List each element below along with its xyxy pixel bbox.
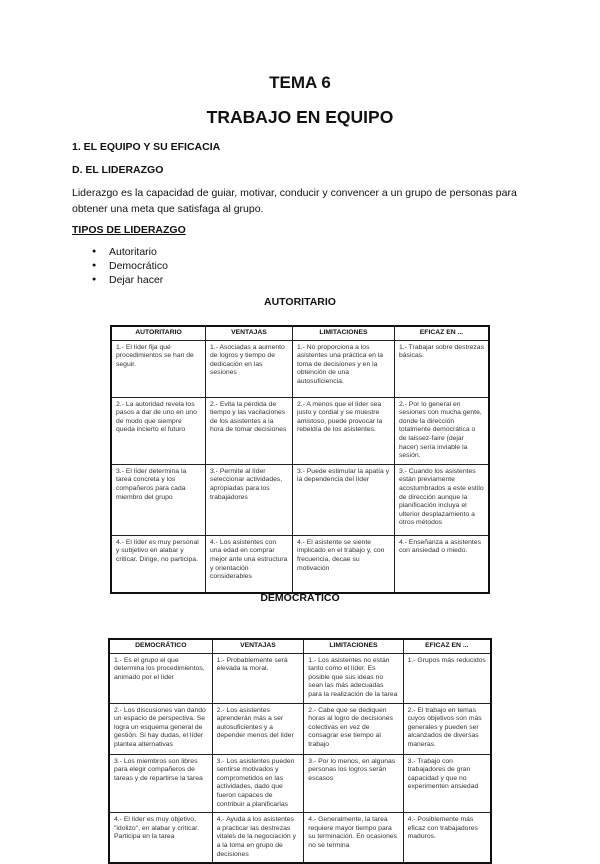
table-cell: 1.- Trabajar sobre destrezas básicas.: [394, 340, 489, 397]
list-item: ● Democrático: [92, 259, 168, 273]
table-cell: 2.- Por lo general en sesiones con mucha gente, donde la dirección totalmente democrática o de laissez-faire (dejar hacer) sería inviable la sesión.: [394, 397, 489, 464]
table-cell: 1.- Probablemente será elevada la moral.: [212, 653, 304, 703]
list-item: ● Dejar hacer: [92, 273, 168, 287]
column-header: LIMITACIONES: [304, 639, 403, 653]
table-cell: 3.- Por lo menos, en algunas personas los logros serán escasos: [304, 754, 403, 813]
table-cell: 1.- Grupos más reducidos: [403, 653, 491, 703]
autoritario-caption: AUTORITARIO: [264, 296, 336, 308]
table-cell: 3.- El líder determina la tarea concreta y los compañeros para cada miembro del grupo: [111, 464, 206, 535]
table-row: [111, 397, 489, 464]
table-cell: 4.- El líder es muy personal y subjetivo en alabar y criticar. Dirige, no participa.: [111, 535, 206, 593]
table-cell: 3.- Los asistentes pueden sentirse motivados y comprometidos en las actividades, dado que fueron capaces de contribuir a planificarlas: [212, 754, 304, 813]
table-row: [109, 813, 491, 863]
table-cell: 2.- Los discusiones van dando un espacio de perspectiva. Se logra un esquema general de gestión. Si hay dudas, el líder plantea alternativas: [109, 703, 212, 754]
document-title: TEMA 6: [269, 73, 331, 92]
table-row: [109, 653, 491, 703]
table-cell: 1.- Es el grupo el que determina los procedimientos, animado por el líder: [109, 653, 212, 703]
democratico-caption: DEMOCRÁTICO: [260, 592, 340, 604]
table-cell: 4.- El líder es muy objetivo, "idolizo", en alabar y criticar. Participa en la tarea: [109, 813, 212, 863]
column-header: EFICAZ EN ...: [403, 639, 491, 653]
table-cell: 1.- Asociadas a aumento de logros y tiempo de dedicación en las sesiones: [206, 340, 293, 397]
table-cell: 3.- Cuando los asistentes están previamente acostumbrados a este estilo de dirección aunque la planificación incluya el ulterior desplazamiento a otros métodos: [394, 464, 489, 535]
table-cell: 4.- Los asistentes con una edad en comprar mejor ante una estructura y orientación considerables: [206, 535, 293, 593]
column-header: LIMITACIONES: [292, 326, 394, 340]
table-cell: 2.- A menos que el líder sea justo y cordial y se muestre amistoso, puede provocar la rebeldía de los asistentes.: [292, 397, 394, 464]
table-cell: 4.- El asistente se siente implicado en el trabajo y, con frecuencia, decae su motivación: [292, 535, 394, 593]
list-item: ● Autoritario: [92, 245, 168, 259]
democratico-table: [108, 638, 492, 864]
table-row: [111, 340, 489, 397]
section-heading-equipo: 1. EL EQUIPO Y SU EFICACIA: [72, 141, 221, 153]
column-header: EFICAZ EN ...: [394, 326, 489, 340]
autoritario-table: [110, 325, 490, 594]
table-cell: 2.- El trabajo en temas cuyos objetivos son más generales y pueden ser alcanzados de diversas maneras.: [403, 703, 491, 754]
column-header: VENTAJAS: [206, 326, 293, 340]
table-cell: 4.- Enseñanza a asistentes con ansiedad o miedo.: [394, 535, 489, 593]
table-header-row: [111, 326, 489, 340]
table-row: [111, 535, 489, 593]
table-cell: 1.- Los asistentes no están tanto como el líder. Es posible que sus ideas no sean las más adecuadas para la realización de la tarea: [304, 653, 403, 703]
intro-paragraph: Liderazgo es la capacidad de guiar, motivar, conducir y convencer a un grupo de personas para obtener una meta que satisfaga al grupo.: [72, 187, 517, 215]
table-row: [111, 464, 489, 535]
table-cell: 3.- Los miembros son libres para elegir compañeros de tareas y de repartirse la tarea: [109, 754, 212, 813]
column-header: DEMOCRÁTICO: [109, 639, 212, 653]
table-cell: 2.- Los asistentes aprenderán más a ser autosuficientes y a depender menos del líder: [212, 703, 304, 754]
table-cell: 3.- Permite al líder seleccionar actividades, apropiadas para los trabajadores: [206, 464, 293, 535]
table-cell: 1.- El líder fija qué procedimientos se han de seguir.: [111, 340, 206, 397]
table-row: [109, 754, 491, 813]
table-cell: 1.- No proporciona a los asistentes una práctica en la toma de decisiones y en la obtención de una autosuficiencia.: [292, 340, 394, 397]
column-header: VENTAJAS: [212, 639, 304, 653]
types-list: [92, 245, 168, 287]
table-cell: 2.- Cabe que se dediquen horas al logro de decisiones colectivas en vez de consagrar ese tiempo al trabajo: [304, 703, 403, 754]
table-cell: 4.- Posiblemente más eficaz con trabajadores maduros.: [403, 813, 491, 863]
section-heading-liderazgo: D. EL LIDERAZGO: [72, 164, 164, 176]
table-cell: 2.- Evita la pérdida de tiempo y las vacilaciones de los asistentes a la hora de tomar decisiones: [206, 397, 293, 464]
table-cell: 3.- Trabajo con trabajadores de gran capacidad y que no experimenten ansiedad: [403, 754, 491, 813]
table-header-row: [109, 639, 491, 653]
table-cell: 4.- Generalmente, la tarea requiere mayor tiempo para su terminación. En ocasiones no se termina: [304, 813, 403, 863]
types-heading: TIPOS DE LIDERAZGO: [72, 224, 186, 236]
table-cell: 2.- La autoridad revela los pasos a dar de uno en uno de modo que siempre queda incierto el futuro: [111, 397, 206, 464]
document-subtitle: TRABAJO EN EQUIPO: [206, 107, 394, 127]
table-row: [109, 703, 491, 754]
table-cell: 3.- Puede estimular la apatía y la dependencia del líder: [292, 464, 394, 535]
column-header: AUTORITARIO: [111, 326, 206, 340]
table-cell: 4.- Ayuda a los asistentes a practicar las destrezas vitales de la negociación y a la toma en grupo de decisiones: [212, 813, 304, 863]
